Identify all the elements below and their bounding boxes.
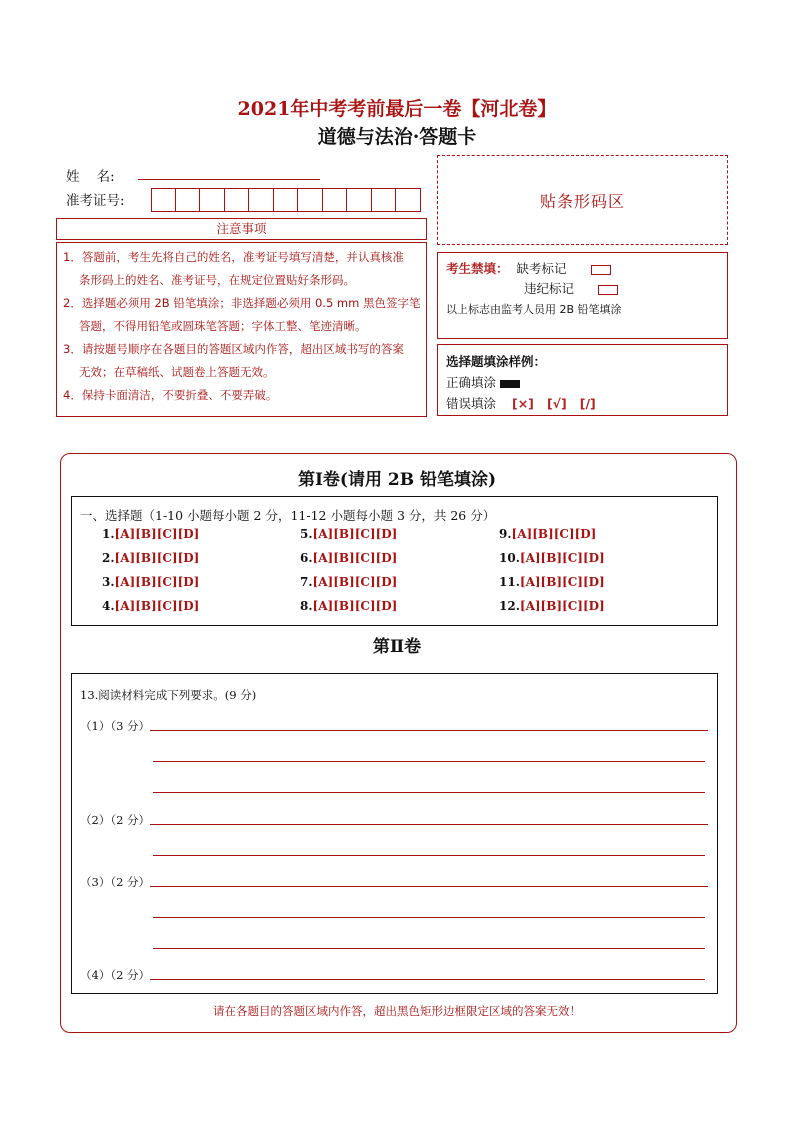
id-digit-box[interactable] xyxy=(396,188,421,212)
choice-options[interactable]: [A][B][C][D] xyxy=(114,551,200,565)
choice-number: 4. xyxy=(102,599,115,613)
choice-number: 1. xyxy=(102,527,115,541)
part1-label: （1）（3 分） xyxy=(80,719,151,733)
answer-line[interactable] xyxy=(150,824,708,825)
answer-line[interactable] xyxy=(150,730,708,731)
answer-line[interactable] xyxy=(153,948,705,949)
choice-question-12[interactable] xyxy=(499,599,605,613)
id-digit-box[interactable] xyxy=(249,188,274,212)
notes-line: 无效；在草稿纸、试题卷上答题无效。 xyxy=(79,365,275,379)
choice-options[interactable]: [A][B][C][D] xyxy=(312,551,398,565)
choice-options[interactable]: [A][B][C][D] xyxy=(519,551,605,565)
answer-line[interactable] xyxy=(153,917,705,918)
choice-number: 10. xyxy=(499,551,520,565)
choice-options[interactable]: [A][B][C][D] xyxy=(114,599,200,613)
notes-line: 2．选择题必须用 2B 铅笔填涂；非选择题必须用 0.5 mm 黑色签字笔 xyxy=(63,296,421,310)
choice-options[interactable]: [A][B][C][D] xyxy=(312,575,398,589)
choice-options[interactable]: [A][B][C][D] xyxy=(312,599,398,613)
notes-line: 答题，不得用铅笔或圆珠笔答题；字体工整、笔迹清晰。 xyxy=(79,319,367,333)
answer-line[interactable] xyxy=(150,886,708,887)
barcode-area: 贴条形码区 xyxy=(437,155,728,245)
forbid-box xyxy=(437,252,728,339)
wrong-marks: [×] [√] [/] xyxy=(512,396,596,411)
choice-number: 6. xyxy=(300,551,313,565)
choice-question-9[interactable] xyxy=(499,527,596,541)
notes-line: 1．答题前，考生先将自己的姓名，准考证号填写清楚，并认真核准 xyxy=(63,250,404,264)
answer-sheet-title: 道德与法治·答题卡 xyxy=(317,126,477,148)
absent-mark-box[interactable] xyxy=(591,265,611,275)
choice-question-1[interactable] xyxy=(102,527,199,541)
section1-title: 第Ⅰ卷(请用 2B 铅笔填涂) xyxy=(297,470,497,490)
id-digit-box[interactable] xyxy=(372,188,397,212)
answer-line[interactable] xyxy=(150,979,705,980)
id-number-boxes[interactable] xyxy=(151,188,421,212)
wrong-label: 错误填涂 xyxy=(446,396,497,411)
name-field[interactable] xyxy=(138,179,320,180)
choice-number: 9. xyxy=(499,527,512,541)
choice-question-8[interactable] xyxy=(300,599,397,613)
choice-number: 8. xyxy=(300,599,313,613)
choice-number: 5. xyxy=(300,527,313,541)
choice-question-4[interactable] xyxy=(102,599,199,613)
section2-title: 第Ⅱ卷 xyxy=(372,637,422,657)
choice-number: 2. xyxy=(102,551,115,565)
choice-question-3[interactable] xyxy=(102,575,199,589)
choice-options[interactable]: [A][B][C][D] xyxy=(312,527,398,541)
choice-options[interactable]: [A][B][C][D] xyxy=(114,575,200,589)
notes-line: 3．请按题号顺序在各题目的答题区域内作答，超出区域书写的答案 xyxy=(63,342,404,356)
choice-question-2[interactable] xyxy=(102,551,199,565)
absent-label: 缺考标记 xyxy=(516,261,567,276)
id-digit-box[interactable] xyxy=(347,188,372,212)
part4-label: （4）（2 分） xyxy=(80,968,151,982)
choice-question-10[interactable] xyxy=(499,551,605,565)
exam-title: 2021年中考考前最后一卷【河北卷】 xyxy=(237,98,557,120)
id-digit-box[interactable] xyxy=(225,188,250,212)
id-digit-box[interactable] xyxy=(298,188,323,212)
choice-question-7[interactable] xyxy=(300,575,397,589)
notes-heading: 注意事项 xyxy=(56,218,427,240)
answer-line[interactable] xyxy=(153,792,705,793)
forbid-label: 考生禁填： xyxy=(446,261,509,276)
choice-number: 7. xyxy=(300,575,313,589)
question13-prompt: 13.阅读材料完成下列要求。(9 分) xyxy=(80,688,257,702)
choice-options[interactable]: [A][B][C][D] xyxy=(511,527,597,541)
id-digit-box[interactable] xyxy=(151,188,176,212)
name-label: 姓 名: xyxy=(66,169,115,185)
part2-label: （2）（2 分） xyxy=(80,813,151,827)
violation-label: 违纪标记 xyxy=(524,281,575,296)
choice-options[interactable]: [A][B][C][D] xyxy=(519,599,605,613)
violation-mark-box[interactable] xyxy=(598,285,618,295)
id-digit-box[interactable] xyxy=(274,188,299,212)
answer-line[interactable] xyxy=(153,761,705,762)
notes-line: 条形码上的姓名、准考证号，在规定位置贴好条形码。 xyxy=(79,273,355,287)
answer-line[interactable] xyxy=(153,855,705,856)
part3-label: （3）（2 分） xyxy=(80,875,151,889)
choice-question-6[interactable] xyxy=(300,551,397,565)
notes-line: 4．保持卡面清洁，不要折叠、不要弄破。 xyxy=(63,388,278,402)
fill-sample-box xyxy=(437,344,728,416)
correct-fill-sample xyxy=(500,380,520,388)
choice-number: 3. xyxy=(102,575,115,589)
id-digit-box[interactable] xyxy=(323,188,348,212)
choice-question-5[interactable] xyxy=(300,527,397,541)
question13-box xyxy=(71,673,718,994)
choice-number: 11. xyxy=(499,575,520,589)
correct-label: 正确填涂 xyxy=(446,375,497,390)
id-digit-box[interactable] xyxy=(200,188,225,212)
forbid-note: 以上标志由监考人员用 2B 铅笔填涂 xyxy=(446,303,622,316)
multiple-choice-heading: 一、选择题（1-10 小题每小题 2 分，11-12 小题每小题 3 分，共 26 分） xyxy=(80,508,496,523)
id-label: 准考证号: xyxy=(66,193,125,209)
choice-options[interactable]: [A][B][C][D] xyxy=(114,527,200,541)
footer-warning: 请在各题目的答题区域内作答，超出黑色矩形边框限定区域的答案无效！ xyxy=(213,1004,581,1018)
choice-number: 12. xyxy=(499,599,520,613)
choice-options[interactable]: [A][B][C][D] xyxy=(519,575,605,589)
sample-title: 选择题填涂样例： xyxy=(446,354,547,369)
choice-question-11[interactable] xyxy=(499,575,605,589)
notes-box xyxy=(56,242,427,417)
id-digit-box[interactable] xyxy=(176,188,201,212)
